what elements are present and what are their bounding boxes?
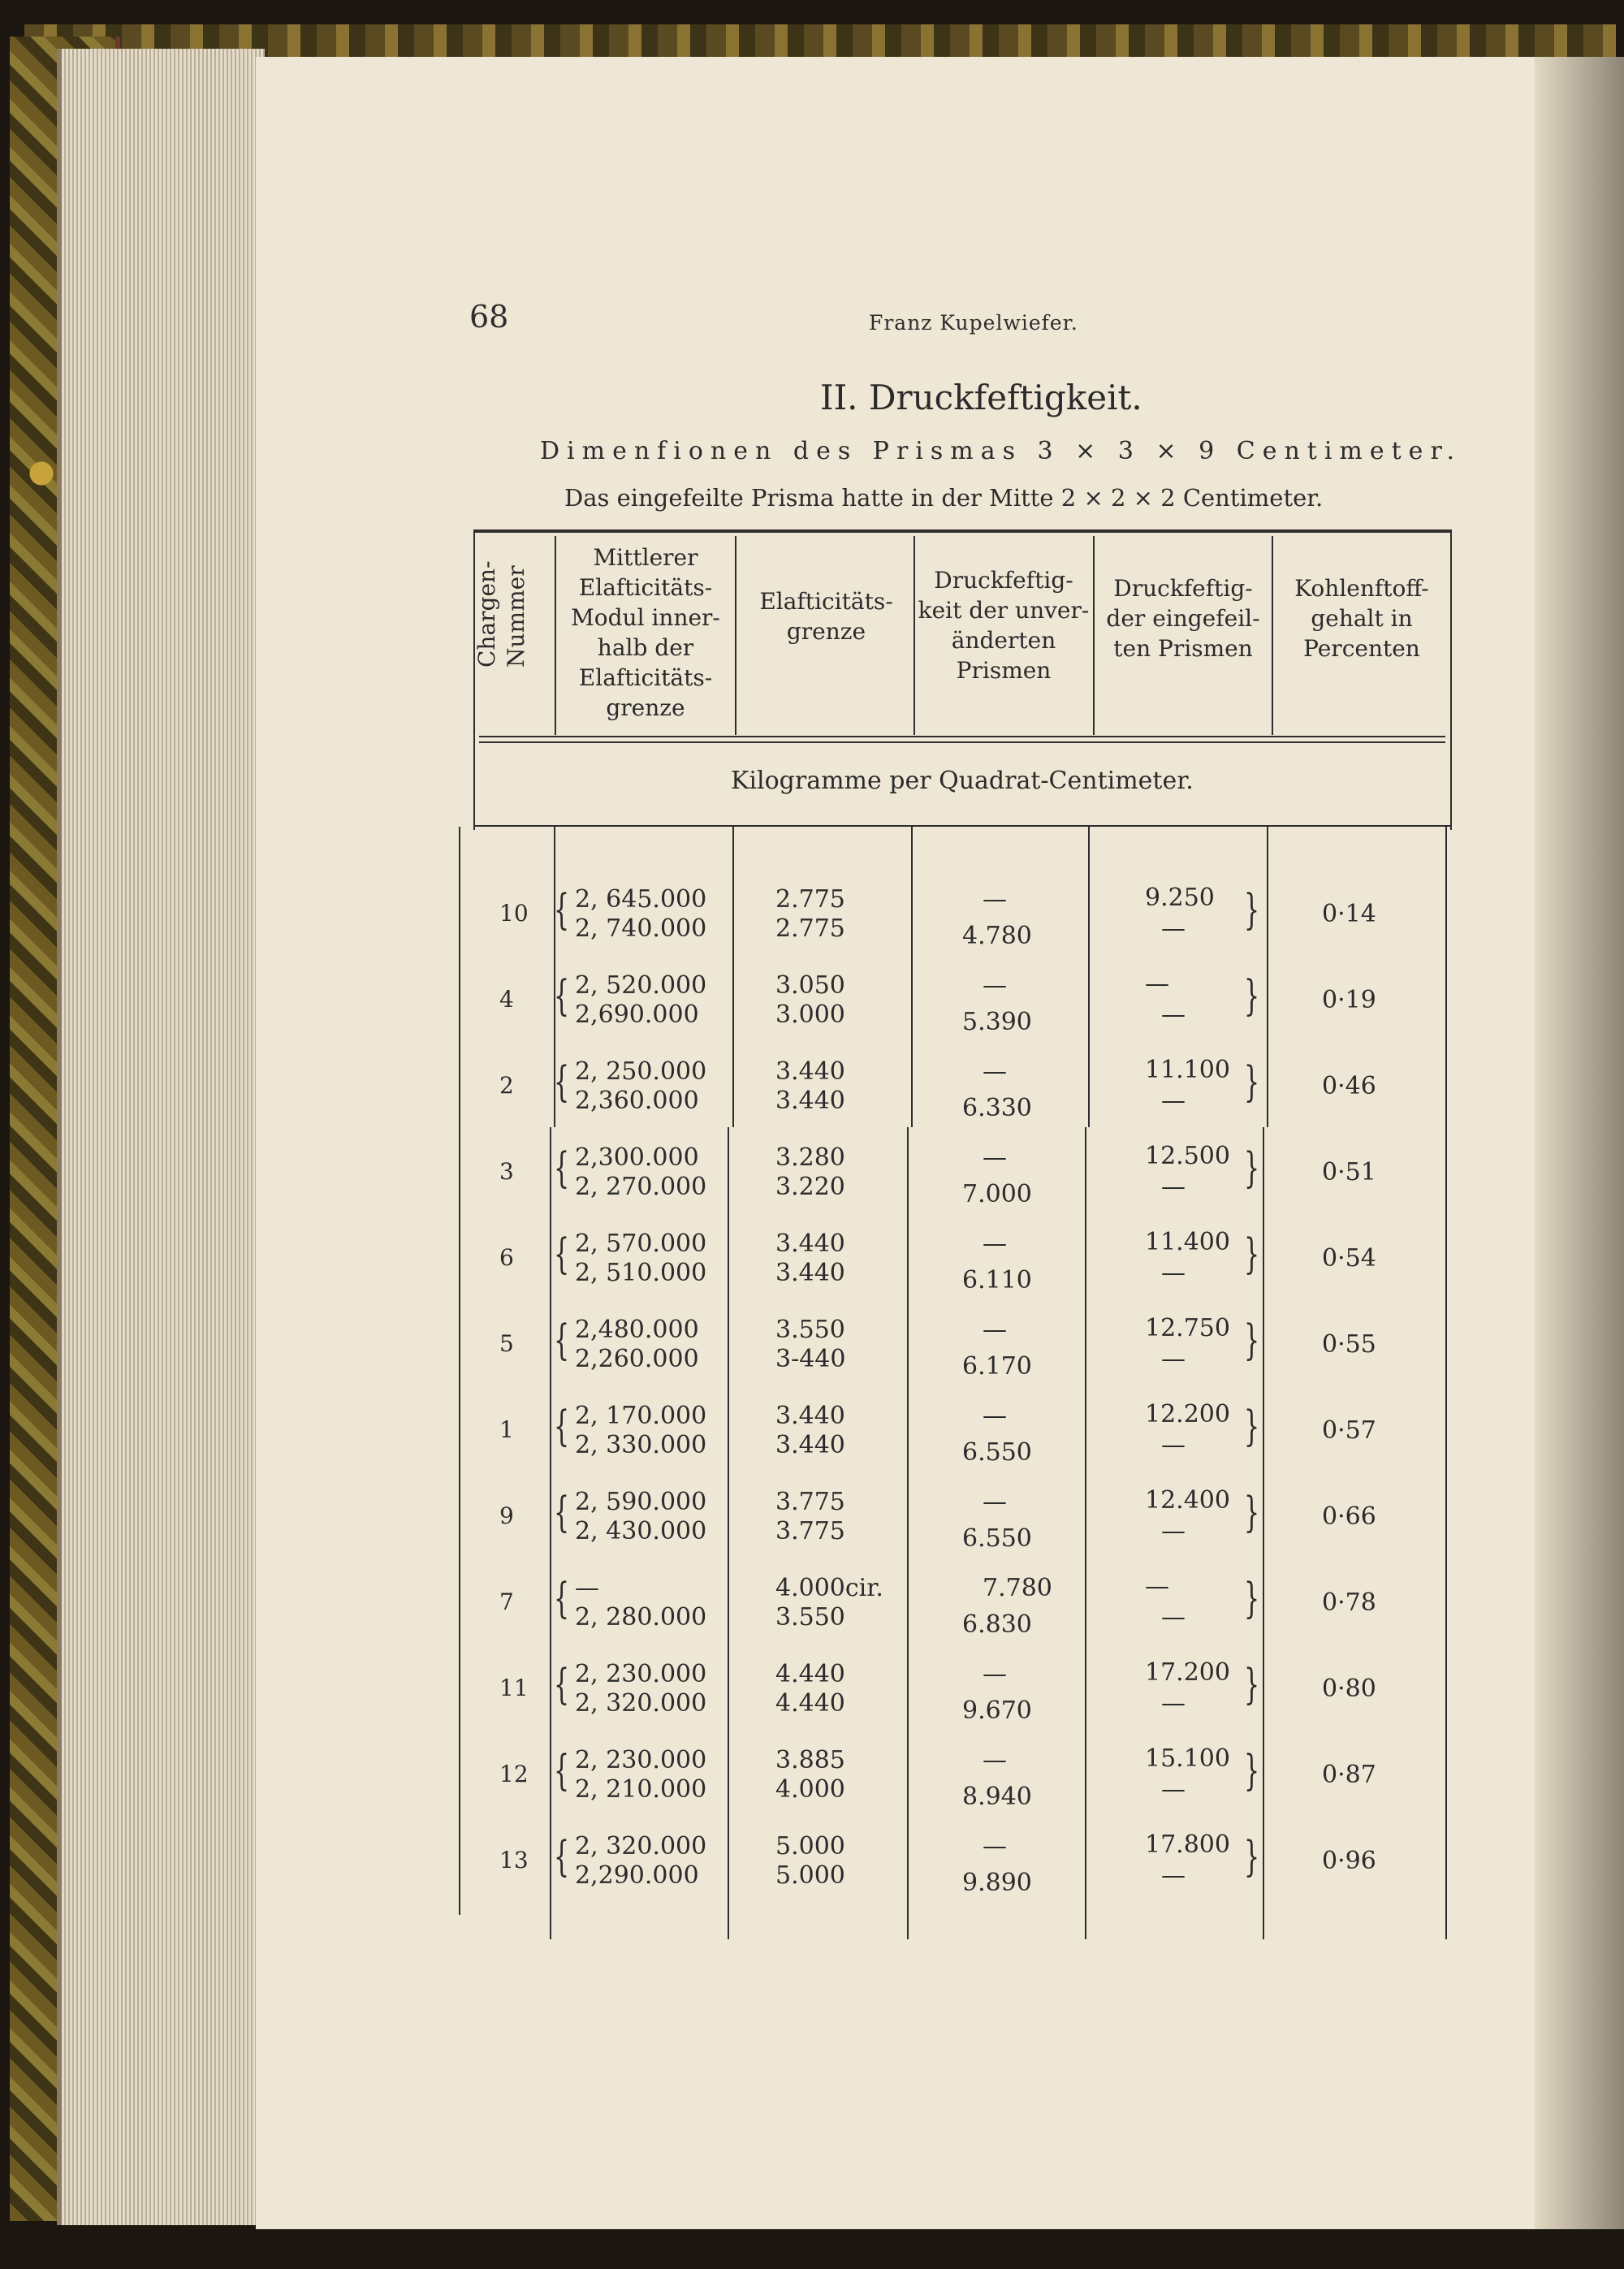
- modulus-value-1: 2, 645.000: [575, 885, 707, 914]
- carbon-content: 0·46: [1322, 1072, 1376, 1100]
- page-gutter-shadow: [1535, 57, 1624, 2229]
- modulus-value-2: 2,690.000: [575, 1001, 699, 1029]
- brace-right: }: [1244, 1661, 1260, 1710]
- strength-notched-2: —: [1161, 1259, 1186, 1287]
- modulus-value-2: 2, 320.000: [575, 1689, 707, 1718]
- body-rule-5: [1267, 827, 1268, 1127]
- elastic-limit-value-2: 3.440: [775, 1259, 845, 1287]
- header-strength-notched: Druckfeftig-der eingefeil-ten Prismen: [1106, 575, 1260, 662]
- modulus-value-1: —: [575, 1574, 599, 1602]
- strength-notched-1: 12.400: [1145, 1486, 1230, 1515]
- charge-number: 6: [499, 1244, 514, 1271]
- strength-notched-1: —: [1145, 1572, 1169, 1601]
- modulus-value-2: 2, 430.000: [575, 1517, 707, 1545]
- strength-unchanged-1: —: [983, 1143, 1007, 1172]
- charge-number: 12: [499, 1761, 529, 1787]
- strength-notched-2: —: [1161, 914, 1186, 943]
- header-double-rule-b: [479, 741, 1445, 743]
- strength-unchanged-1: —: [983, 1488, 1007, 1516]
- strength-notched-1: 11.400: [1145, 1228, 1230, 1256]
- strength-notched-1: 12.750: [1145, 1314, 1230, 1342]
- carbon-content: 0·55: [1322, 1330, 1376, 1359]
- header-divider-2: [735, 536, 736, 735]
- charge-number: 3: [499, 1158, 514, 1185]
- brace-right: }: [1244, 1230, 1260, 1280]
- brace-right: }: [1244, 1402, 1260, 1452]
- strength-notched-1: 17.800: [1145, 1830, 1230, 1859]
- charge-number: 9: [499, 1502, 514, 1529]
- brace-right: }: [1244, 972, 1260, 1022]
- elastic-limit-value-1: 3.440: [775, 1402, 845, 1430]
- strength-unchanged-2: 6.170: [962, 1352, 1032, 1381]
- modulus-value-1: 2, 230.000: [575, 1660, 707, 1688]
- carbon-content: 0·80: [1322, 1675, 1376, 1703]
- carbon-content: 0·54: [1322, 1244, 1376, 1273]
- elastic-limit-value-2: 3.440: [775, 1087, 845, 1115]
- elastic-limit-value-2: 3.220: [775, 1173, 845, 1201]
- brace-right: }: [1244, 1747, 1260, 1796]
- body-rule-3b: [907, 1127, 909, 1939]
- brace-right: }: [1244, 1316, 1260, 1366]
- strength-unchanged-1: —: [983, 1832, 1007, 1861]
- charge-number: 2: [499, 1072, 514, 1099]
- header-modulus: Mittlerer Elafticitäts-Modul inner-halb der Elafticitäts-grenze: [571, 544, 720, 721]
- modulus-value-2: 2, 740.000: [575, 914, 707, 943]
- body-rule-3: [911, 827, 913, 1127]
- body-rule-5b: [1263, 1127, 1264, 1939]
- strength-unchanged-1: —: [983, 1746, 1007, 1774]
- header-elastic-limit: Elafticitäts-grenze: [759, 588, 893, 645]
- brace-left: {: [554, 1747, 570, 1796]
- section-title: II. Druckfeftigkeit.: [820, 378, 1142, 417]
- modulus-value-1: 2, 250.000: [575, 1057, 707, 1086]
- modulus-value-2: 2,290.000: [575, 1861, 699, 1890]
- strength-notched-2: —: [1161, 1517, 1186, 1545]
- strength-unchanged-2: 6.550: [962, 1524, 1032, 1553]
- strength-notched-1: 11.100: [1145, 1056, 1230, 1084]
- carbon-content: 0·57: [1322, 1416, 1376, 1445]
- modulus-value-2: 2,360.000: [575, 1087, 699, 1115]
- brace-left: {: [554, 1144, 570, 1194]
- strength-unchanged-1: —: [983, 1316, 1007, 1344]
- strength-notched-1: 12.200: [1145, 1400, 1230, 1428]
- subtitle-notch: Das eingefeilte Prisma hatte in der Mitte 2 × 2 × 2 Centimeter.: [564, 484, 1324, 512]
- modulus-value-2: 2, 210.000: [575, 1775, 707, 1804]
- elastic-limit-value-1: 2.775: [775, 885, 845, 914]
- body-rule-4b: [1085, 1127, 1086, 1939]
- brace-left: {: [554, 972, 570, 1022]
- modulus-value-2: 2, 330.000: [575, 1431, 707, 1459]
- brace-right: }: [1244, 1058, 1260, 1108]
- modulus-value-1: 2, 570.000: [575, 1230, 707, 1258]
- elastic-limit-value-1: 3.440: [775, 1057, 845, 1086]
- carbon-content: 0·96: [1322, 1847, 1376, 1875]
- strength-unchanged-2: 6.330: [962, 1094, 1032, 1122]
- brace-right: }: [1244, 886, 1260, 936]
- brace-right: }: [1244, 1833, 1260, 1882]
- header-double-rule-a: [479, 736, 1445, 737]
- elastic-limit-value-1: 3.440: [775, 1230, 845, 1258]
- body-rule-1b: [550, 1127, 551, 1939]
- elastic-limit-value-1: 5.000: [775, 1832, 845, 1861]
- strength-unchanged-2: 9.890: [962, 1869, 1032, 1897]
- strength-unchanged-2: 9.670: [962, 1696, 1032, 1725]
- strength-notched-2: —: [1161, 1087, 1186, 1115]
- elastic-limit-value-2: 3.775: [775, 1517, 845, 1545]
- header-divider-4: [1093, 536, 1095, 735]
- header-carbon-content: Kohlenftoff-gehalt in Percenten: [1294, 575, 1429, 662]
- charge-number: 7: [499, 1588, 514, 1615]
- carbon-content: 0·66: [1322, 1502, 1376, 1531]
- brace-right: }: [1244, 1489, 1260, 1538]
- body-left-border: [459, 827, 460, 1915]
- charge-number: 11: [499, 1675, 529, 1701]
- strength-notched-2: —: [1161, 1689, 1186, 1718]
- elastic-limit-value-2: 4.000: [775, 1775, 845, 1804]
- page-edges: [57, 49, 265, 2225]
- modulus-value-2: 2,260.000: [575, 1345, 699, 1373]
- carbon-content: 0·51: [1322, 1158, 1376, 1186]
- strength-notched-2: —: [1161, 1173, 1186, 1201]
- strength-unchanged-1: —: [983, 1402, 1007, 1430]
- header-divider-1: [555, 536, 556, 735]
- brace-left: {: [554, 886, 570, 936]
- modulus-value-2: 2, 280.000: [575, 1603, 707, 1632]
- elastic-limit-value-2: 5.000: [775, 1861, 845, 1890]
- elastic-limit-value-1: 3.050: [775, 971, 845, 1000]
- elastic-limit-value-2: 2.775: [775, 914, 845, 943]
- elastic-limit-value-1: 4.000cir.: [775, 1574, 883, 1602]
- modulus-value-1: 2, 320.000: [575, 1832, 707, 1861]
- carbon-content: 0·78: [1322, 1588, 1376, 1617]
- brace-left: {: [554, 1833, 570, 1882]
- strength-unchanged-1: 7.780: [983, 1574, 1052, 1602]
- modulus-value-1: 2,300.000: [575, 1143, 699, 1172]
- modulus-value-1: 2, 170.000: [575, 1402, 707, 1430]
- header-divider-3: [914, 536, 915, 735]
- charge-number: 10: [499, 900, 529, 927]
- strength-unchanged-2: 6.830: [962, 1610, 1032, 1639]
- modulus-value-1: 2, 230.000: [575, 1746, 707, 1774]
- strength-notched-2: —: [1161, 1001, 1186, 1029]
- body-rule-6b: [1445, 827, 1447, 1939]
- strength-notched-1: 12.500: [1145, 1142, 1230, 1170]
- strength-unchanged-1: —: [983, 971, 1007, 1000]
- carbon-content: 0·14: [1322, 900, 1376, 928]
- body-rule-4: [1088, 827, 1090, 1127]
- brace-right: }: [1244, 1575, 1260, 1624]
- strength-unchanged-1: —: [983, 885, 1007, 914]
- running-head: Franz Kupelwiefer.: [869, 311, 1078, 335]
- strength-notched-1: —: [1145, 970, 1169, 998]
- brace-left: {: [554, 1402, 570, 1452]
- modulus-value-1: 2,480.000: [575, 1316, 699, 1344]
- unit-row: Kilogramme per Quadrat-Centimeter.: [731, 767, 1194, 795]
- modulus-value-2: 2, 510.000: [575, 1259, 707, 1287]
- subtitle-dimensions: Dimenfionen des Prismas 3 × 3 × 9 Centimeter.: [540, 437, 1462, 465]
- elastic-limit-value-1: 3.775: [775, 1488, 845, 1516]
- brace-left: {: [554, 1575, 570, 1624]
- strength-unchanged-2: 4.780: [962, 922, 1032, 950]
- charge-number: 13: [499, 1847, 529, 1874]
- header-strength-unchanged: Druckfeftig-keit der unver-änderten Prismen: [918, 567, 1090, 684]
- elastic-limit-value-2: 3.000: [775, 1001, 845, 1029]
- strength-unchanged-2: 6.550: [962, 1438, 1032, 1467]
- brace-right: }: [1244, 1144, 1260, 1194]
- strength-notched-1: 9.250: [1145, 884, 1215, 912]
- carbon-content: 0·19: [1322, 986, 1376, 1014]
- charge-number: 4: [499, 986, 514, 1013]
- strength-unchanged-1: —: [983, 1230, 1007, 1258]
- brace-left: {: [554, 1661, 570, 1710]
- strength-unchanged-2: 7.000: [962, 1180, 1032, 1208]
- strength-notched-2: —: [1161, 1431, 1186, 1459]
- charge-number: 1: [499, 1416, 514, 1443]
- brace-left: {: [554, 1489, 570, 1538]
- modulus-value-1: 2, 590.000: [575, 1488, 707, 1516]
- strength-unchanged-2: 8.940: [962, 1783, 1032, 1811]
- elastic-limit-value-1: 3.550: [775, 1316, 845, 1344]
- elastic-limit-value-1: 3.280: [775, 1143, 845, 1172]
- elastic-limit-value-1: 3.885: [775, 1746, 845, 1774]
- body-rule-2: [732, 827, 734, 1127]
- strength-unchanged-1: —: [983, 1660, 1007, 1688]
- carbon-content: 0·87: [1322, 1761, 1376, 1789]
- elastic-limit-value-2: 3-440: [775, 1345, 846, 1373]
- strength-notched-1: 17.200: [1145, 1658, 1230, 1687]
- elastic-limit-value-2: 4.440: [775, 1689, 845, 1718]
- strength-unchanged-2: 6.110: [962, 1266, 1032, 1294]
- modulus-value-1: 2, 520.000: [575, 971, 707, 1000]
- charge-number: 5: [499, 1330, 514, 1357]
- brace-left: {: [554, 1230, 570, 1280]
- elastic-limit-value-2: 3.440: [775, 1431, 845, 1459]
- page-number: 68: [469, 299, 509, 335]
- strength-notched-2: —: [1161, 1861, 1186, 1890]
- table-top-rule: [473, 529, 1452, 533]
- strength-notched-1: 15.100: [1145, 1744, 1230, 1773]
- table-right-border: [1450, 529, 1452, 830]
- elastic-limit-value-1: 4.440: [775, 1660, 845, 1688]
- strength-notched-2: —: [1161, 1775, 1186, 1804]
- elastic-limit-value-2: 3.550: [775, 1603, 845, 1632]
- unit-row-rule: [475, 825, 1452, 827]
- header-divider-5: [1272, 536, 1273, 735]
- strength-unchanged-1: —: [983, 1057, 1007, 1086]
- body-rule-2b: [728, 1127, 729, 1939]
- strength-notched-2: —: [1161, 1345, 1186, 1373]
- modulus-value-2: 2, 270.000: [575, 1173, 707, 1201]
- strength-unchanged-2: 5.390: [962, 1008, 1032, 1036]
- brace-left: {: [554, 1058, 570, 1108]
- brace-left: {: [554, 1316, 570, 1366]
- strength-notched-2: —: [1161, 1603, 1186, 1632]
- header-charge-number: Chargen- Nummer: [473, 560, 529, 668]
